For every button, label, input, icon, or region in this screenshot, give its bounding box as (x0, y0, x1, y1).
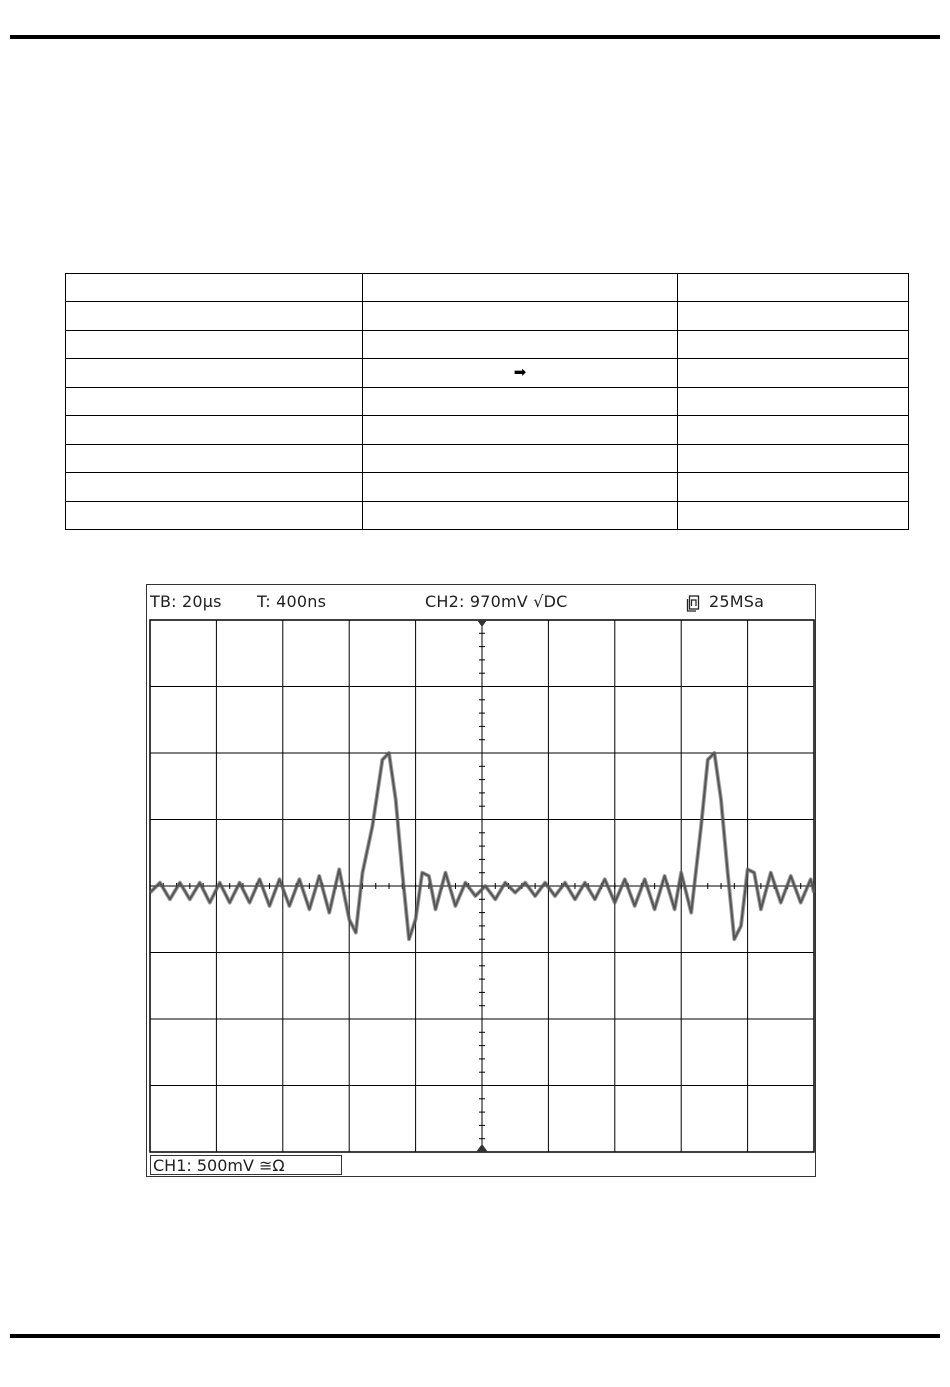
footer-rule (10, 1334, 940, 1338)
table-cell (363, 473, 678, 501)
table-cell (363, 501, 678, 530)
ch2-readout (425, 592, 568, 611)
ground-marker-icon (476, 1144, 488, 1152)
trigger-time-readout: T: 400ns (257, 592, 327, 611)
table-cell (66, 444, 363, 472)
table-cell (678, 302, 909, 330)
table-row (66, 444, 909, 472)
ch1-readout: CH1: 500mV ≅Ω (153, 1156, 285, 1175)
settings-table (65, 273, 909, 530)
scope-status-bar (147, 585, 817, 619)
sample-rate-readout: 25MSa (709, 592, 765, 611)
trigger-marker-icon (477, 620, 487, 627)
table-row (66, 416, 909, 444)
table-cell (66, 359, 363, 387)
table-cell (66, 473, 363, 501)
table-cell (363, 302, 678, 330)
table-cell (678, 387, 909, 415)
table-row (66, 302, 909, 330)
table-row (66, 359, 909, 387)
table-cell (678, 473, 909, 501)
table-cell (363, 444, 678, 472)
header-rule (10, 35, 940, 39)
oscilloscope-screen (146, 584, 816, 1177)
table-row (66, 387, 909, 415)
timebase-readout: TB: 20µs (150, 592, 222, 611)
table-cell (678, 359, 909, 387)
table-cell (66, 302, 363, 330)
table-cell (66, 274, 363, 302)
table-row (66, 473, 909, 501)
table-cell (678, 274, 909, 302)
table-cell (363, 330, 678, 358)
arrow-right-icon: ➡ (513, 363, 527, 382)
table-cell (66, 330, 363, 358)
table-cell (363, 387, 678, 415)
table-cell (363, 416, 678, 444)
table-row (66, 274, 909, 302)
table-cell (363, 274, 678, 302)
table-cell (678, 444, 909, 472)
scope-graticule (149, 619, 815, 1153)
table-cell (678, 501, 909, 530)
ch2-setting: CH2: 970mV (425, 592, 528, 611)
table-cell (66, 387, 363, 415)
table-cell (678, 416, 909, 444)
table-cell (66, 416, 363, 444)
table-row (66, 501, 909, 530)
table-cell (363, 359, 678, 387)
table-row (66, 330, 909, 358)
acquisition-mode-icon (686, 595, 700, 612)
ch1-status-box (150, 1155, 342, 1175)
table-cell (66, 501, 363, 530)
ch2-coupling: √DC (533, 592, 568, 611)
table-cell (678, 330, 909, 358)
